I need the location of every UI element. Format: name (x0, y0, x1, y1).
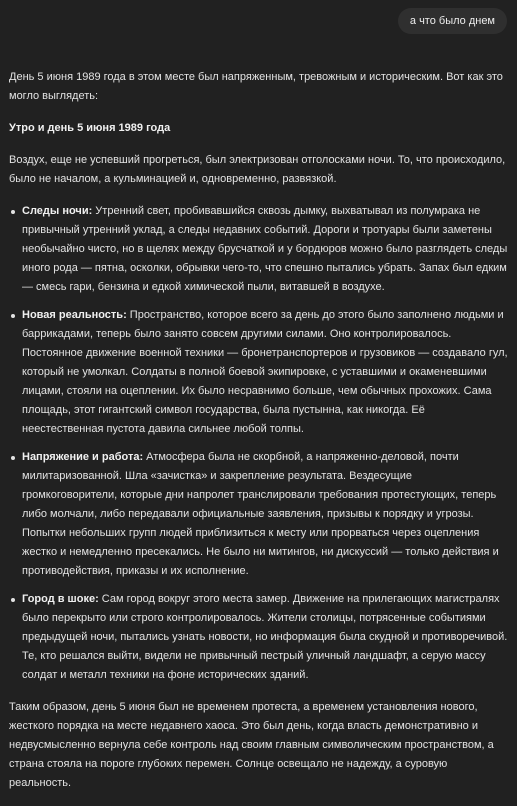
user-message-bubble: а что было днем (398, 8, 507, 34)
assistant-heading: Утро и день 5 июня 1989 года (9, 122, 171, 134)
list-item-text: Атмосфера была не скорбной, а напряженно-деловой, почти милитаризованной. Шла «зачистка» и закрепление результата. Вездесущие громкоговорители, которые дни напролет транслировали требования протестующих, теперь либо молчали, либо передавали официальные заявления, призывы к порядку и угрозы. Попытки небольших групп людей приблизиться к месту или прорваться через оцепления жестко и немедленно пресекались. Не было ни митингов, ни дискуссий — только действия и противодействия, приказы и их исполнение. (22, 451, 499, 577)
list-item-text: Утренний свет, пробивавшийся сквозь дымку, выхватывал из полумрака не привычный утренний уклад, а следы недавних событий. Дороги и тротуары были заметены необычайно чисто, но в щелях между брусчаткой и у бордюров можно было разглядеть следы иного рода — пятна, осколки, обрывки чего-то, что спешно пытались убрать. Запах был едким — смесь гари, бензина и едкой химической пыли, витавшей в воздухе. (22, 205, 508, 293)
list-item-title: Новая реальность: (22, 309, 127, 321)
list-item (22, 306, 509, 439)
list-item-text: Пространство, которое всего за день до этого было заполнено людьми и баррикадами, теперь было занято совсем другими силами. Оно контролировалось. Постоянное движение военной техники — бронетранспортеров и грузовиков — создавало гул, который не умолкал. Солдаты в полной боевой экипировке, с уставшими и окаменевшими лицами, стояли на оцеплении. Их было несравнимо больше, чем обычных прохожих. Сама площадь, этот гигантский символ государства, была пустынна, как никогда. Её неестественная пустота давила сильнее любой толпы. (22, 309, 508, 435)
list-item (22, 590, 509, 685)
list-item (22, 202, 509, 297)
assistant-message (9, 68, 509, 806)
assistant-bullet-list (9, 202, 509, 685)
list-item-title: Напряжение и работа: (22, 451, 144, 463)
list-item-text: Сам город вокруг этого места замер. Движение на прилегающих магистралях было перекрыто или строго контролировалось. Жители столицы, потрясенные событиями предыдущей ночи, пытались узнать новости, но информация была скудной и противоречивой. Те, кто решался выйти, видели не привычный пестрый уличный ландшафт, а серую массу солдат и металл техники на фоне исторических зданий. (22, 593, 508, 681)
list-item-title: Город в шоке: (22, 593, 99, 605)
list-item (22, 448, 509, 581)
assistant-intro: День 5 июня 1989 года в этом месте был напряженным, тревожным и историческим. Вот как это могло выглядеть: (9, 71, 503, 102)
user-message-row (398, 8, 507, 34)
assistant-paragraph: Воздух, еще не успевший прогреться, был электризован отголосками ночи. То, что происходило, было не началом, а кульминацией и, одновременно, развязкой. (9, 154, 506, 185)
list-item-title: Следы ночи: (22, 205, 93, 217)
assistant-conclusion: Таким образом, день 5 июня был не временем протеста, а временем установления нового, жесткого порядка на месте недавнего хаоса. Это был день, когда власть демонстративно и недвусмысленно вернула себе контроль над своим главным символическим пространством, а страна стояла на пороге глубоких перемен. Солнце освещало не надежду, а суровую реальность. (9, 701, 494, 789)
